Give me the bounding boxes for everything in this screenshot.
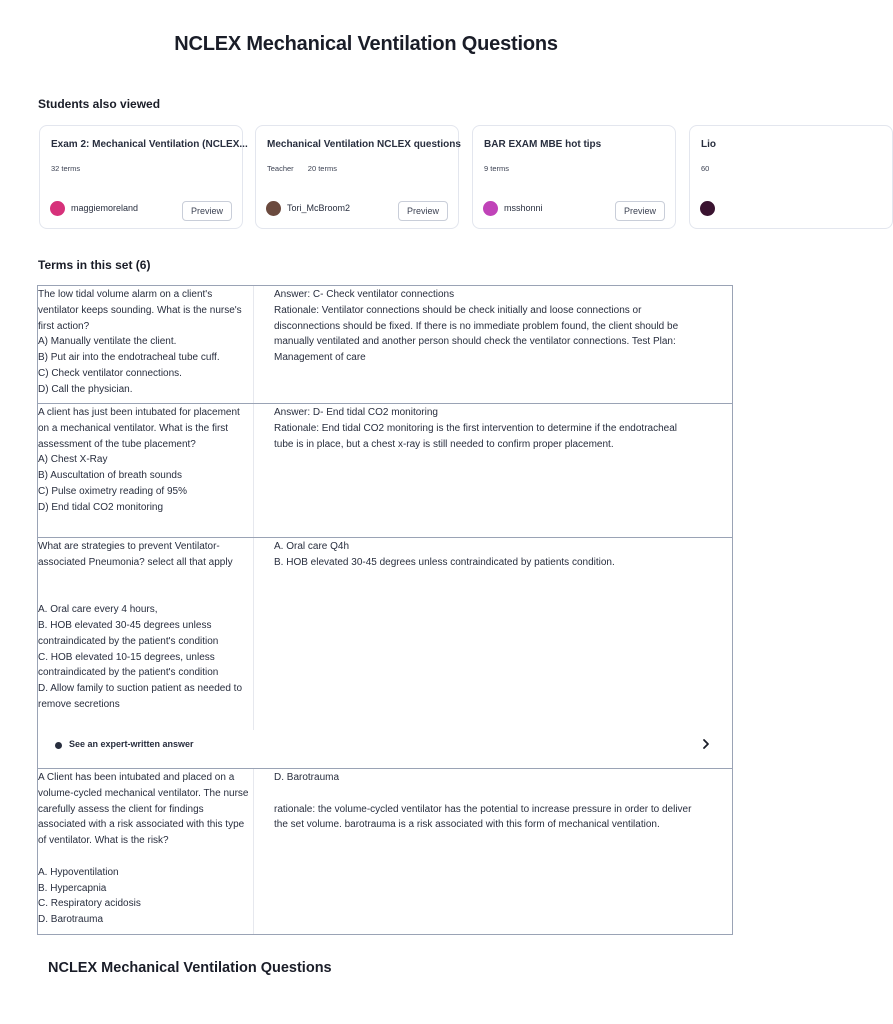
- preview-button[interactable]: Preview: [615, 201, 665, 221]
- term-text: A client has just been intubated for placement on a mechanical ventilator. What is the first assessment of the tube placement? A) Chest X-Ray B) Auscultation of breath sounds C) Pulse oximetry reading of 95% D) End tidal CO2 monitoring: [38, 407, 240, 513]
- card-username[interactable]: Tori_McBroom2: [287, 203, 351, 213]
- related-set-card[interactable]: [689, 125, 893, 229]
- row-divider: [253, 286, 254, 403]
- card-username[interactable]: maggiemoreland: [71, 203, 139, 213]
- term-row: [38, 769, 732, 934]
- card-title[interactable]: Lio: [701, 139, 716, 150]
- card-title[interactable]: Mechanical Ventilation NCLEX questions: [267, 139, 461, 150]
- card-title[interactable]: BAR EXAM MBE hot tips: [484, 139, 602, 150]
- expert-answer-label[interactable]: See an expert-written answer: [69, 739, 194, 749]
- row-divider: [253, 404, 254, 537]
- expert-icon: [55, 742, 62, 749]
- card-meta: [701, 164, 709, 173]
- chevron-right-icon[interactable]: [699, 737, 713, 751]
- avatar: [50, 201, 65, 216]
- related-set-card[interactable]: [255, 125, 459, 229]
- term-count: 60: [701, 164, 710, 173]
- preview-button[interactable]: Preview: [182, 201, 232, 221]
- term-row: [38, 538, 732, 769]
- page-title: NCLEX Mechanical Ventilation Questions: [174, 33, 558, 55]
- definition-text: D. Barotrauma rationale: the volume-cycled ventilator has the potential to increase pressure in order to deliver the set volume. barotrauma is a risk associated with this form of mechanical ventilation.: [274, 772, 692, 831]
- terms-in-set-heading: Terms in this set (6): [38, 258, 151, 272]
- card-username[interactable]: msshonni: [504, 203, 543, 213]
- definition-text: Answer: C- Check ventilator connections Rationale: Ventilator connections should be check initially and loose connections or disconnections should be fixed. If there is no immediate problem found, the client should be manually ventilated and another person should check the ventilator connections. Test Plan: Management of care: [274, 289, 679, 364]
- expert-answer-link[interactable]: [38, 728, 732, 764]
- related-set-card[interactable]: [472, 125, 676, 229]
- row-divider: [253, 538, 254, 730]
- term-count: 20 terms: [307, 164, 337, 173]
- card-title[interactable]: Exam 2: Mechanical Ventilation (NCLEX...: [51, 139, 248, 150]
- term-text: What are strategies to prevent Ventilator-associated Pneumonia? select all that apply A. Oral care every 4 hours, B. HOB elevated 30-45 degrees unless contraindicated by the patient's condition C. HOB elevated 10-15 degrees, unless contraindicated by the patient's condition D. Allow family to suction patient as needed to remove secretions: [38, 541, 243, 710]
- footer-title: NCLEX Mechanical Ventilation Questions: [48, 960, 332, 976]
- related-sets-carousel[interactable]: [51, 125, 716, 233]
- preview-button[interactable]: Preview: [398, 201, 448, 221]
- avatar: [700, 201, 715, 216]
- students-also-viewed-heading: Students also viewed: [38, 97, 161, 111]
- term-text: The low tidal volume alarm on a client's ventilator keeps sounding. What is the nurse's first action? A) Manually ventilate the client. B) Put air into the endotracheal tube cuff. C) Check ventilator connections. D) Call the physician.: [38, 289, 242, 395]
- term-count: 32 terms: [51, 164, 81, 173]
- term-count: 9 terms: [484, 164, 510, 173]
- definition-text: Answer: D- End tidal CO2 monitoring Rationale: End tidal CO2 monitoring is the first intervention to determine if the endotracheal tube is in place, but a chest x-ray is still needed to confirm proper placement.: [274, 407, 677, 450]
- related-set-card[interactable]: [39, 125, 248, 229]
- term-text: A Client has been intubated and placed on a volume-cycled mechanical ventilator. The nurse carefully assess the client for findings associated with a risk associated with this type of ventilator. What is the risk? A. Hypoventilation B. Hypercapnia C. Respiratory acidosis D. Barotrauma: [38, 772, 249, 926]
- avatar: [266, 201, 281, 216]
- card-meta: [484, 164, 509, 173]
- card-meta: [267, 164, 337, 173]
- definition-text: A. Oral care Q4h B. HOB elevated 30-45 degrees unless contraindicated by patients condition.: [274, 541, 615, 568]
- row-divider: [253, 769, 254, 934]
- term-row: [38, 286, 732, 404]
- teacher-badge: Teacher: [267, 164, 294, 173]
- card-meta: [51, 164, 80, 173]
- terms-table: [37, 285, 733, 935]
- avatar: [483, 201, 498, 216]
- term-row: [38, 404, 732, 538]
